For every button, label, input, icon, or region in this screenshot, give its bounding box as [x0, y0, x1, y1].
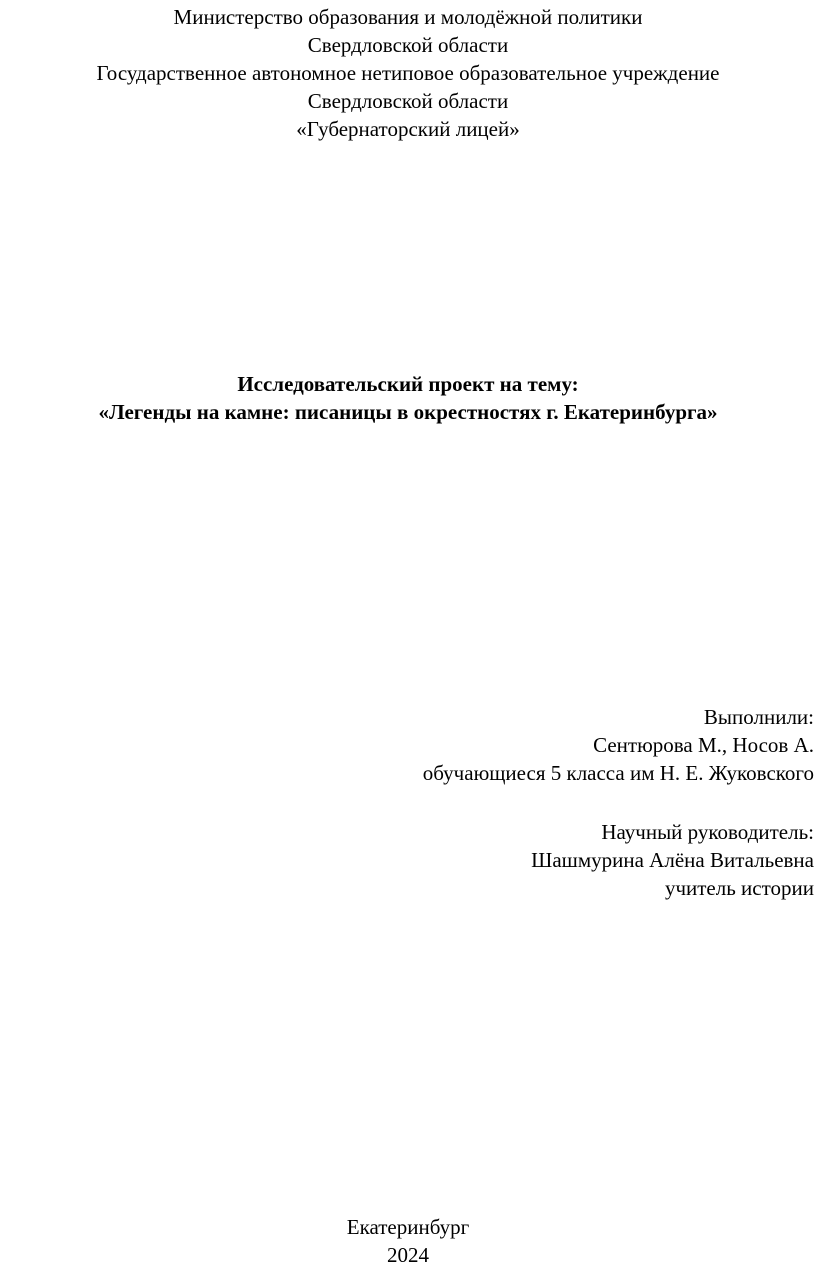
supervisor-block [531, 818, 814, 902]
institution-type: Государственное автономное нетиповое образовательное учреждение [96, 61, 720, 85]
institution-name: «Губернаторский лицей» [296, 117, 520, 141]
institution-region: Свердловской области [307, 89, 509, 113]
ministry-name: Министерство образования и молодёжной политики [173, 5, 643, 29]
authors-description: обучающиеся 5 класса им Н. Е. Жуковского [422, 761, 814, 785]
ministry-region: Свердловской области [307, 33, 509, 57]
project-title-topic: «Легенды на камне: писаницы в окрестностях г. Екатеринбурга» [98, 400, 718, 424]
project-title-intro: Исследовательский проект на тему: [237, 372, 579, 396]
institution-header [0, 3, 816, 143]
footer-year: 2024 [387, 1243, 429, 1267]
project-title [0, 370, 816, 426]
supervisor-label: Научный руководитель: [601, 820, 814, 844]
supervisor-name: Шашмурина Алёна Витальевна [531, 848, 814, 872]
authors-label: Выполнили: [703, 705, 814, 729]
footer-block [0, 1213, 816, 1269]
supervisor-position: учитель истории [664, 876, 814, 900]
footer-city: Екатеринбург [346, 1215, 470, 1239]
authors-block [423, 703, 814, 787]
authors-names: Сентюрова М., Носов А. [593, 733, 814, 757]
